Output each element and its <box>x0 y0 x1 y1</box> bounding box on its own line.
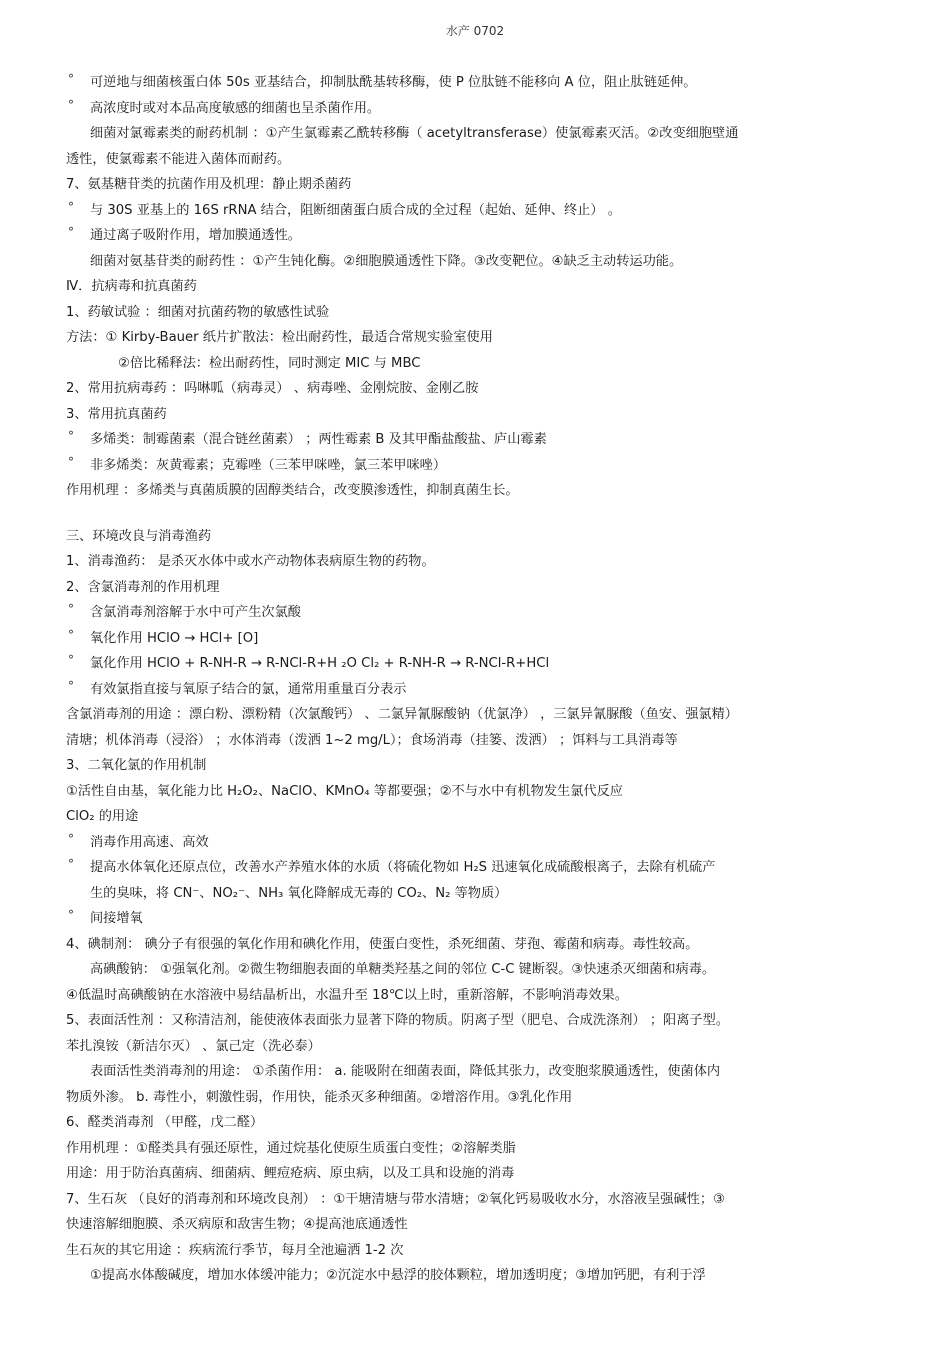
bullet-line: ° 有效氯指直接与氧原子结合的氯，通常用重量百分表示 <box>66 677 886 703</box>
text-line: 透性，使氯霉素不能进入菌体而耐药。 <box>66 151 291 167</box>
text-line: 2、含氯消毒剂的作用机理 <box>66 579 220 595</box>
text-line: 三、环境改良与消毒渔药 <box>66 528 212 544</box>
bullet-line: ° 可逆地与细菌核蛋白体 50s 亚基结合，抑制肽酰基转移酶，使 P 位肽链不能移向 A 位，阻止肽链延伸。 <box>66 70 886 96</box>
text-line: 作用机理 ：①醛类具有强还原性，通过烷基化使原生质蛋白变性；②溶解类脂 <box>66 1140 516 1156</box>
text-line: 2、常用抗病毒药 ：吗啉呱（病毒灵） 、病毒唑、金刚烷胺、金刚乙胺 <box>66 381 479 396</box>
text-line: 7、生石灰 （良好的消毒剂和环境改良剂） ：①干塘清塘与带水清塘；②氧化钙易吸收水分，水溶液呈强碱性；③ <box>66 1191 725 1207</box>
text-line: 3、二氧化氯的作用机制 <box>66 758 207 773</box>
bullet-line: ° 含氯消毒剂溶解于水中可产生次氯酸 <box>66 600 886 626</box>
bullet-line: ° 非多烯类：灰黄霉素；克霉唑（三苯甲咪唑，氯三苯甲咪唑） <box>66 453 886 479</box>
text-line: 生石灰的其它用途 ：疾病流行季节，每月全池遍洒 1-2 次 <box>66 1242 404 1258</box>
text-line: 3、常用抗真菌药 <box>66 406 167 422</box>
bullet-line: ° 与 30S 亚基上的 16S rRNA 结合，阻断细菌蛋白质合成的全过程（起始、延伸、终止） 。 <box>66 198 886 224</box>
text-line: 含氯消毒剂的用途 ：漂白粉、漂粉精（次氯酸钙） 、二氯异氰脲酸钠（优氯净） ，三氯异氰脲酸（鱼安、强氯精） <box>66 707 738 722</box>
bullet-line: ° 通过离子吸附作用，增加膜通透性。 <box>66 223 886 249</box>
text-line: 1、药敏试验 ：细菌对抗菌药物的敏感性试验 <box>66 304 330 320</box>
text-line: 快速溶解细胞膜、杀灭病原和敌害生物；④提高池底通透性 <box>66 1217 408 1232</box>
bullet-line: ° 多烯类：制霉菌素（混合链丝菌素） ；两性霉素 B 及其甲酯盐酸盐、庐山霉素 <box>66 427 886 453</box>
text-line: 苯扎溴铵（新洁尔灭） 、氯己定（洗必泰） <box>66 1038 321 1054</box>
bullet-line: ° 消毒作用高速、高效 <box>66 830 886 856</box>
text-line: 6、醛类消毒剂 （甲醛，戊二醛） <box>66 1115 264 1130</box>
text-line: 用途：用于防治真菌病、细菌病、鲤痘疮病、原虫病，以及工具和设施的消毒 <box>66 1166 515 1181</box>
bullet-line: ° 提高水体氧化还原点位，改善水产养殖水体的水质（将硫化物如 H₂S 迅速氧化成硫酸根离子，去除有机硫产 <box>66 855 886 881</box>
text-line: 作用机理 ：多烯类与真菌质膜的固醇类结合，改变膜渗透性，抑制真菌生长。 <box>66 483 519 498</box>
document-body <box>66 70 886 1289</box>
bullet-line: ° 氧化作用 HClO → HCl+ [O] <box>66 626 886 652</box>
page-header: 水产 0702 <box>445 24 505 38</box>
text-line: 4、碘制剂： 碘分子有很强的氧化作用和碘化作用，使蛋白变性，杀死细菌、芽孢、霉菌和病毒。毒性较高。 <box>66 936 699 952</box>
text-line: 7、氨基糖苷类的抗菌作用及机理：静止期杀菌药 <box>66 177 352 192</box>
bullet-line: ° 高浓度时或对本品高度敏感的细菌也呈杀菌作用。 <box>66 96 886 122</box>
text-line: ①活性自由基，氧化能力比 H₂O₂、NaClO、KMnO₄ 等都要强；②不与水中有机物发生氯代反应 <box>66 783 623 799</box>
bullet-line: ° 氯化作用 HClO + R-NH-R → R-NCl-R+H ₂O Cl₂ + R-NH-R → R-NCl-R+HCl <box>66 651 886 677</box>
indented-line: 细菌对氨基苷类的耐药性 ：①产生钝化酶。②细胞膜通透性下降。③改变靶位。④缺乏主动转运功能。 <box>90 253 683 269</box>
bullet-line: ° 间接增氧 <box>66 906 886 932</box>
paragraph-gap <box>66 504 886 524</box>
indented-line: 生的臭味，将 CN⁻、NO₂⁻、NH₃ 氧化降解成无毒的 CO₂、N₂ 等物质） <box>90 885 508 901</box>
indented-line: 细菌对氯霉素类的耐药机制 ：①产生氯霉素乙酰转移酶（ acetyltransferase）使氯霉素灭活。②改变细胞壁通 <box>90 126 739 141</box>
indented-line: 表面活性类消毒剂的用途： ①杀菌作用： a. 能吸附在细菌表面，降低其张力，改变胞浆膜通透性，使菌体内 <box>90 1064 721 1079</box>
text-line: 1、消毒渔药： 是杀灭水体中或水产动物体表病原生物的药物。 <box>66 554 435 569</box>
text-line: 方法：① Kirby-Bauer 纸片扩散法：检出耐药性，最适合常规实验室使用 <box>66 330 493 345</box>
text-line: 物质外渗。 b. 毒性小，刺激性弱，作用快，能杀灭多种细菌。②增溶作用。③乳化作用 <box>66 1089 573 1105</box>
text-line: ④低温时高碘酸钠在水溶液中易结晶析出，水温升至 18℃以上时，重新溶解，不影响消毒效果。 <box>66 987 628 1003</box>
text-line: Ⅳ．抗病毒和抗真菌药 <box>66 279 197 294</box>
indented-line: ①提高水体酸碱度，增加水体缓冲能力；②沉淀水中悬浮的胶体颗粒，增加透明度；③增加钙肥，有利于浮 <box>90 1268 706 1283</box>
text-line: 5、表面活性剂 ：又称清洁剂，能使液体表面张力显著下降的物质。阴离子型（肥皂、合成洗涤剂） ；阳离子型。 <box>66 1013 729 1028</box>
text-line: ClO₂ 的用途 <box>66 809 139 824</box>
indented-line: 高碘酸钠： ①强氧化剂。②微生物细胞表面的单糖类羟基之间的邻位 C-C 键断裂。③快速杀灭细菌和病毒。 <box>90 962 716 977</box>
text-line: 清塘；机体消毒（浸浴） ；水体消毒（泼洒 1~2 mg/L）；食场消毒（挂篓、泼洒） ；饵料与工具消毒等 <box>66 732 678 748</box>
indented-line: ②倍比稀释法：检出耐药性，同时测定 MIC 与 MBC <box>118 355 421 371</box>
